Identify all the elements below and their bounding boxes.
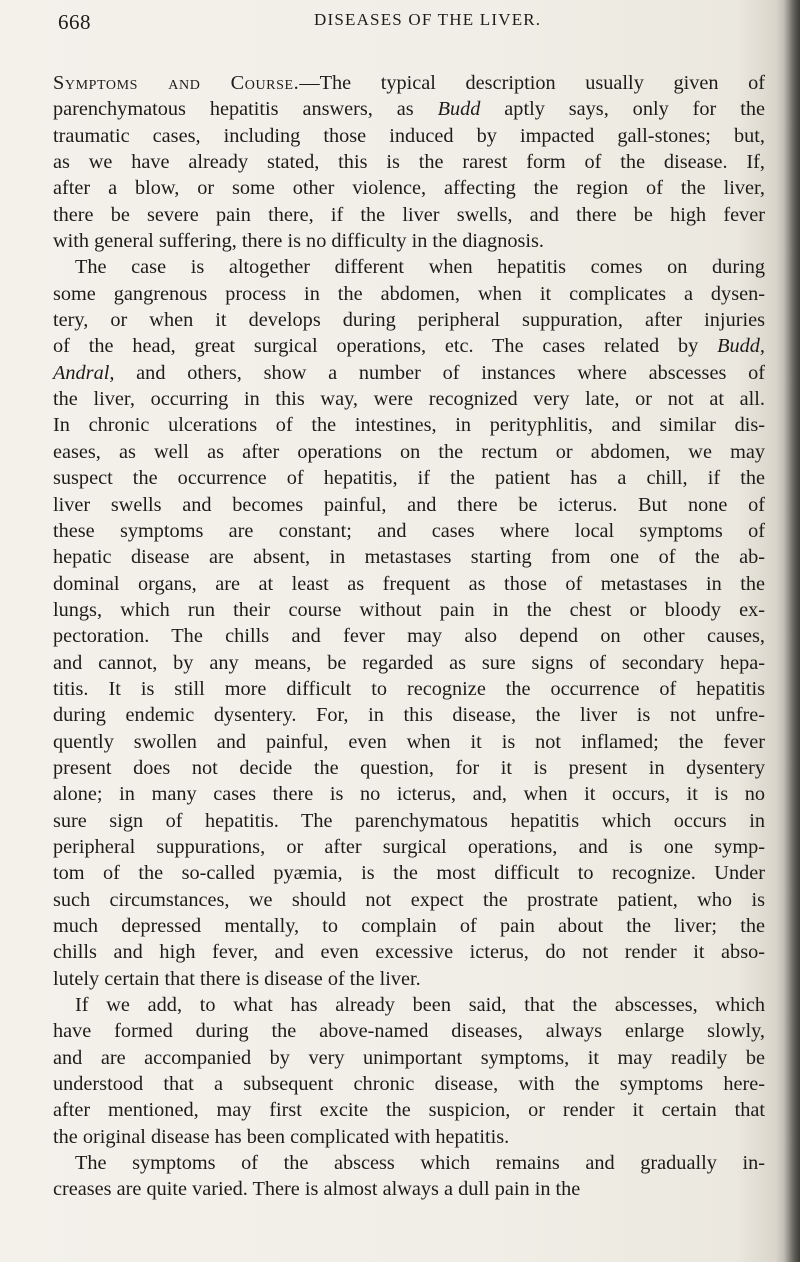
section-heading: Symptoms and Course. [53,72,300,94]
text-line [53,623,765,649]
text-line [53,808,765,834]
author-name: Budd [437,98,481,121]
text-line [53,465,765,491]
line-text: during endemic dysentery. For, in this disease, the liver is not unfre- [53,704,765,727]
text-line [53,676,765,702]
text-line [53,307,765,333]
text-line [53,913,765,939]
line-text: dominal organs, are at least as frequent as those of metastases in the [53,572,765,595]
line-text: and cannot, by any means, be regarded as sure signs of secondary hepa- [53,651,765,674]
text-line [53,860,765,886]
text-line [53,939,765,965]
text-line [53,254,765,280]
text-line [53,1097,765,1123]
line-text: The case is altogether different when hepatitis comes on during [75,256,765,279]
text-line [53,492,765,518]
line-text: tom of the so-called pyæmia, is the most difficult to recognize. Under [53,862,765,885]
line-text: after mentioned, may first excite the suspicion, or render it certain that [53,1099,765,1122]
text-line [53,149,765,175]
running-head [0,10,800,40]
line-text: liver swells and becomes painful, and there be icterus. But none of [53,493,765,516]
text-line [53,1071,765,1097]
line-text: with general suffering, there is no difficulty in the diagnosis. [53,230,544,253]
text-line [53,1176,765,1202]
body-text [53,70,765,1203]
text-line [53,1150,765,1176]
text-line [53,202,765,228]
text-line [53,887,765,913]
line-text: of the head, great surgical operations, etc. The cases related by [53,335,718,358]
text-line [53,544,765,570]
line-text: these symptoms are constant; and cases where local symptoms of [53,519,765,542]
text-line [53,1124,765,1150]
line-text: If we add, to what has already been said, that the abscesses, which [75,994,765,1017]
line-text: and are accompanied by very unimportant symptoms, it may readily be [53,1046,765,1069]
text-line [53,1045,765,1071]
line-text: such circumstances, we should not expect the prostrate patient, who is [53,888,765,911]
line-text: present does not decide the question, for it is present in dysentery [53,756,765,779]
line-text: understood that a subsequent chronic disease, with the symptoms here- [53,1073,765,1096]
line-text: lutely certain that there is disease of the liver. [53,967,421,990]
line-text: after a blow, or some other violence, affecting the region of the liver, [53,177,765,200]
text-line [53,755,765,781]
text-line [53,729,765,755]
line-text: and others, show a number of instances where abscesses of [114,361,765,384]
line-text: sure sign of hepatitis. The parenchymatous hepatitis which occurs in [53,809,765,832]
line-text: tery, or when it develops during peripheral suppuration, after injuries [53,309,765,332]
text-line [53,333,765,359]
line-text: eases, as well as after operations on the rectum or abdomen, we may [53,440,765,463]
page-binding-edge [784,0,800,1262]
line-text: much depressed mentally, to complain of pain about the liver; the [53,915,765,937]
text-line [53,518,765,544]
line-text: titis. It is still more difficult to recognize the occurrence of hepatitis [53,677,765,700]
text-line [53,96,765,122]
text-line [53,597,765,623]
text-line [53,571,765,597]
text-line [53,781,765,807]
line-text: chills and high fever, and even excessive icterus, do not render it abso- [53,941,765,964]
text-line [53,360,765,386]
text-line [53,175,765,201]
line-text: as we have already stated, this is the rarest form of the disease. If, [53,151,765,174]
line-text: hepatic disease are absent, in metastases starting from one of the ab- [53,546,765,569]
text-line [53,992,765,1018]
page-number: 668 [58,10,91,34]
text-line [53,834,765,860]
text-line [53,281,765,307]
text-line [53,228,765,254]
line-text: —The typical description usually given of [299,72,765,94]
running-title: DISEASES OF THE LIVER. [314,10,542,29]
line-text: the original disease has been complicated with hepatitis. [53,1125,510,1148]
line-text: creases are quite varied. There is almost always a dull pain in the [53,1178,581,1201]
line-text: lungs, which run their course without pain in the chest or bloody ex- [53,598,765,621]
text-line [53,1018,765,1044]
text-line [53,412,765,438]
author-name: Andral, [53,361,115,384]
line-text: The symptoms of the abscess which remains and gradually in- [75,1152,765,1175]
line-text: have formed during the above-named diseases, always enlarge slowly, [53,1020,765,1043]
line-text: quently swollen and painful, even when it is not inflamed; the fever [53,730,765,753]
line-text: pectoration. The chills and fever may also depend on other causes, [53,625,765,648]
line-text: the liver, occurring in this way, were recognized very late, or not at all. [53,388,765,411]
text-line [53,439,765,465]
line-text: suspect the occurrence of hepatitis, if the patient has a chill, if the [53,467,765,490]
line-text: aptly says, only for the [480,98,765,121]
line-text: peripheral suppurations, or after surgical operations, and is one symp- [53,835,765,858]
text-line [53,70,765,96]
text-line [53,702,765,728]
line-text: traumatic cases, including those induced by impacted gall-stones; but, [53,124,765,147]
text-line [53,966,765,992]
line-text: there be severe pain there, if the liver swells, and there be high fever [53,203,765,226]
line-text: parenchymatous hepatitis answers, as [53,98,438,121]
text-line [53,123,765,149]
text-line [53,650,765,676]
text-line [53,386,765,412]
line-text: some gangrenous process in the abdomen, when it complicates a dysen- [53,282,765,305]
line-text: alone; in many cases there is no icterus, and, when it occurs, it is no [53,783,765,806]
author-name: Budd, [717,335,765,358]
line-text: In chronic ulcerations of the intestines, in perityphlitis, and similar dis- [53,414,765,437]
